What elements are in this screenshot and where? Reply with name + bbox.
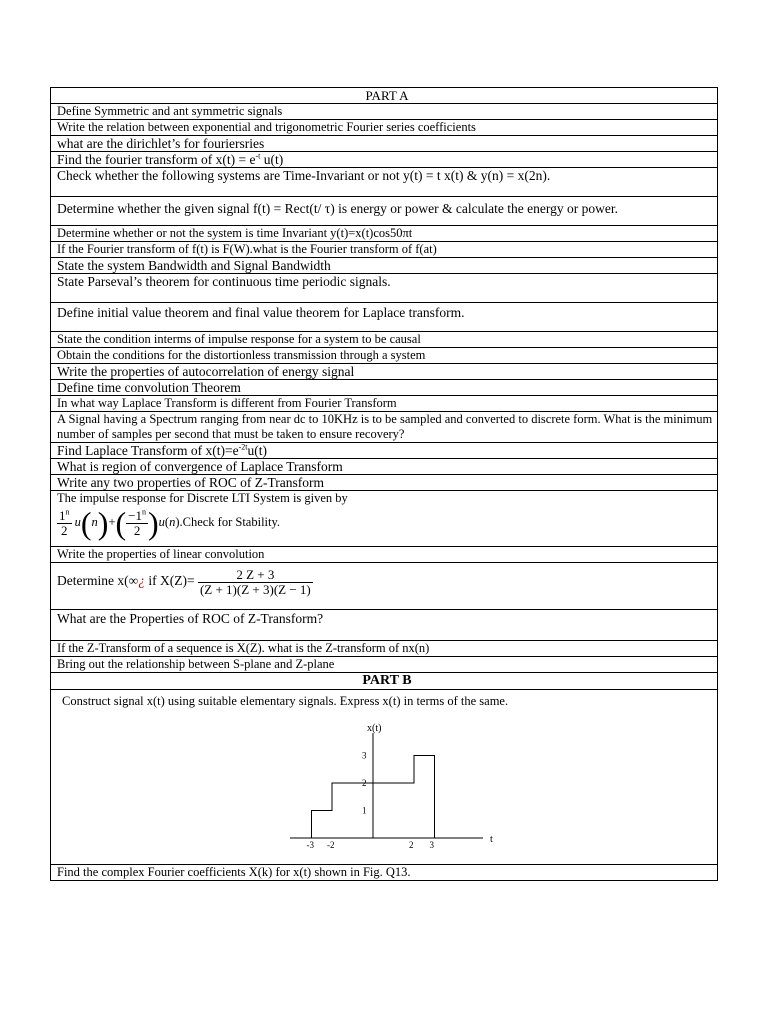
question-row: Check whether the following systems are Time-Invariant or not y(t) = t x(t) & y(n) = x(2n). bbox=[51, 168, 718, 197]
question-row: Write the relation between exponential and trigonometric Fourier series coefficients bbox=[51, 120, 718, 136]
question-row: Determine whether or not the system is time Invariant y(t)=x(t)cos50πt bbox=[51, 226, 718, 242]
question-text: Determine x(∞ bbox=[57, 573, 139, 588]
question-text: u(t) bbox=[247, 443, 267, 458]
question-row: Find the complex Fourier coefficients X(k) for x(t) shown in Fig. Q13. bbox=[51, 865, 718, 881]
question-row bbox=[51, 443, 718, 459]
question-row: Define time convolution Theorem bbox=[51, 380, 718, 396]
step-signal-figure bbox=[278, 723, 508, 853]
numerator: 2 Z + 3 bbox=[198, 568, 313, 583]
question-row: Write any two properties of ROC of Z-Transform bbox=[51, 475, 718, 491]
question-text: Find Laplace Transform of x(t)=e bbox=[57, 443, 239, 458]
question-row: Determine whether the given signal f(t) = Rect(t/ τ) is energy or power & calculate the energy or power. bbox=[51, 197, 718, 226]
question-row: Write the properties of linear convolution bbox=[51, 547, 718, 563]
y-tick-label: 1 bbox=[362, 805, 367, 816]
question-row bbox=[51, 152, 718, 168]
question-row: Define Symmetric and ant symmetric signals bbox=[51, 104, 718, 120]
question-text: Construct signal x(t) using suitable elementary signals. Express x(t) in terms of the same. bbox=[62, 694, 509, 708]
fraction: $\frac{1^n}{2}$ bbox=[59, 507, 70, 538]
x-tick-label: -2 bbox=[327, 840, 335, 850]
denominator: (Z + 1)(Z + 3)(Z − 1) bbox=[199, 582, 311, 598]
y-axis-label: x(t) bbox=[367, 723, 382, 734]
part-b-header: PART B bbox=[51, 673, 718, 690]
question-row: What are the Properties of ROC of Z-Transform? bbox=[51, 610, 718, 641]
question-row: Write the properties of autocorrelation of energy signal bbox=[51, 364, 718, 380]
fraction bbox=[198, 568, 313, 597]
question-row: State Parseval’s theorem for continuous time periodic signals. bbox=[51, 274, 718, 303]
question-text: Find the fourier transform of x(t) = e bbox=[57, 152, 256, 167]
question-text: if X(Z)= bbox=[144, 573, 195, 588]
question-row: State the condition interms of impulse response for a system to be causal bbox=[51, 332, 718, 348]
question-row: In what way Laplace Transform is different from Fourier Transform bbox=[51, 396, 718, 412]
x-axis-label: t bbox=[490, 834, 493, 845]
question-row bbox=[51, 690, 718, 865]
question-row: Define initial value theorem and final value theorem for Laplace transform. bbox=[51, 303, 718, 332]
part-a-header: PART A bbox=[51, 88, 718, 104]
x-tick-label: 2 bbox=[409, 840, 414, 850]
exponent: -t bbox=[255, 151, 261, 161]
y-tick-label: 2 bbox=[362, 778, 367, 788]
question-text: The impulse response for Discrete LTI System is given by bbox=[57, 491, 348, 505]
question-text: .Check for Stability. bbox=[179, 514, 281, 529]
question-row: Bring out the relationship between S-plane and Z-plane bbox=[51, 657, 718, 673]
question-row bbox=[51, 563, 718, 610]
question-row: State the system Bandwidth and Signal Bandwidth bbox=[51, 258, 718, 274]
question-row: What is region of convergence of Laplace Transform bbox=[51, 459, 718, 475]
question-row: what are the dirichlet’s for fouriersries bbox=[51, 136, 718, 152]
question-row: If the Z-Transform of a sequence is X(Z). what is the Z-transform of nx(n) bbox=[51, 641, 718, 657]
question-text: u(t) bbox=[260, 152, 284, 167]
question-row: If the Fourier transform of f(t) is F(W).what is the Fourier transform of f(at) bbox=[51, 242, 718, 258]
question-table bbox=[50, 87, 718, 881]
y-tick-label: 3 bbox=[362, 750, 367, 761]
question-row: A Signal having a Spectrum ranging from near dc to 10KHz is to be sampled and converted to discrete form. What is the minimum number of samples per second that must be taken to ensure recovery? bbox=[51, 412, 718, 443]
fraction: $\frac{-1^n}{2}$ bbox=[128, 507, 146, 538]
x-tick-label: 3 bbox=[429, 840, 434, 850]
exponent: -2t bbox=[238, 442, 248, 452]
question-row: Obtain the conditions for the distortionless transmission through a system bbox=[51, 348, 718, 364]
stability-formula: $\frac{1^n}{2}$ u(n)+( $\frac{-1^n}{2}$ )u(n).Check for Stability. bbox=[59, 505, 281, 541]
question-row bbox=[51, 491, 718, 547]
x-tick-label: -3 bbox=[306, 840, 314, 850]
error-glyph: ¿ bbox=[138, 573, 145, 588]
